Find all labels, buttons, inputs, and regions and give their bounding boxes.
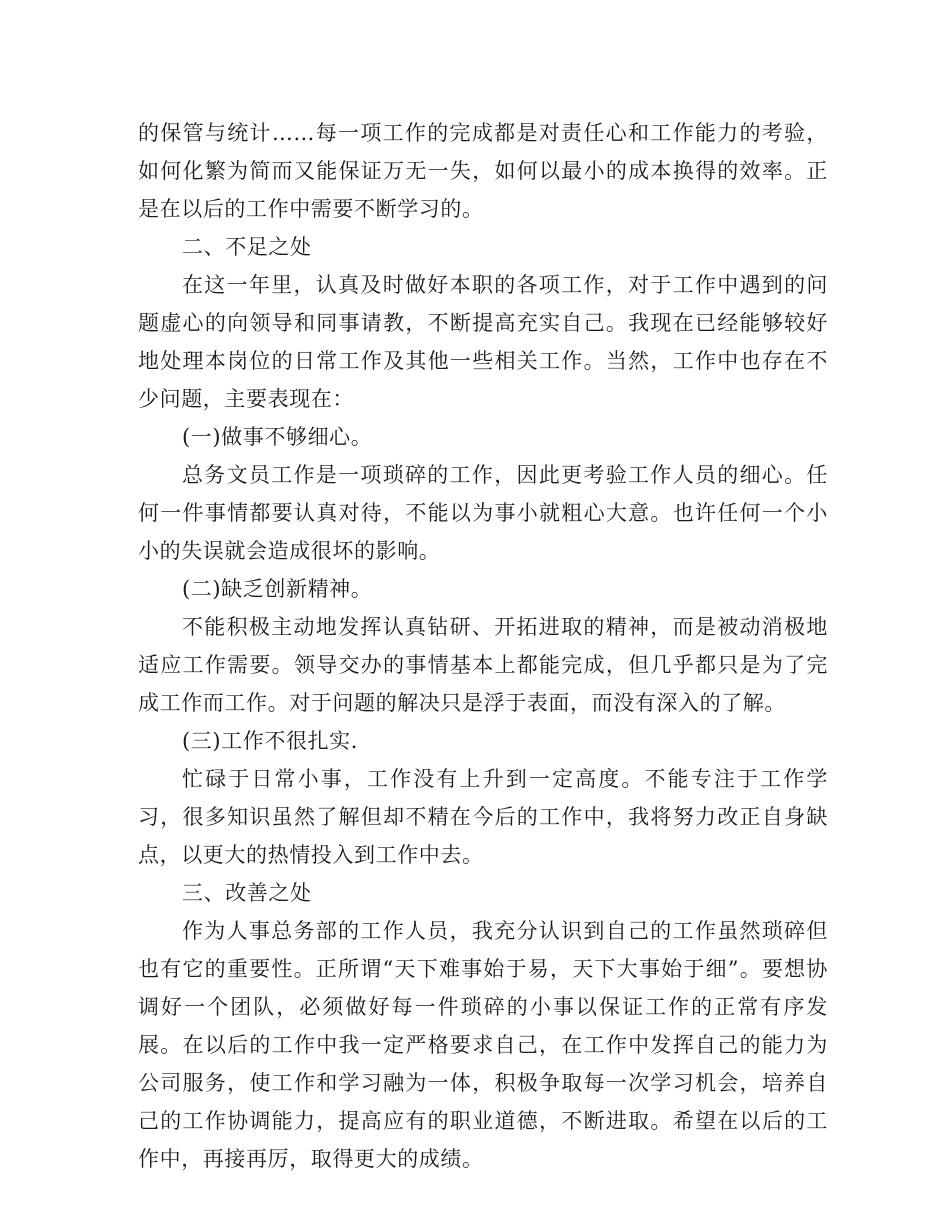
- document-page: [138, 114, 828, 1178]
- subheading-careless: (一)做事不够细心。: [182, 425, 373, 449]
- subheading-innovation: (二)缺乏创新精神。: [182, 577, 373, 601]
- section-heading-shortcomings: 二、不足之处: [182, 235, 312, 259]
- subheading-solid: (三)工作不很扎实.: [182, 729, 359, 753]
- paragraph-body: 忙碌于日常小事，工作没有上升到一定高度。不能专注于工作学习，很多知识虽然了解但却不精在今后的工作中，我将努力改正自身缺点，以更大的热情投入到工作中去。: [138, 767, 828, 867]
- paragraph-body: 总务文员工作是一项琐碎的工作，因此更考验工作人员的细心。任何一件事情都要认真对待，不能以为事小就粗心大意。也许任何一个小小的失误就会造成很坏的影响。: [138, 463, 828, 563]
- section-heading-improvements: 三、改善之处: [182, 881, 312, 905]
- paragraph-body: 不能积极主动地发挥认真钻研、开拓进取的精神，而是被动消极地适应工作需要。领导交办的事情基本上都能完成，但几乎都只是为了完成工作而工作。对于问题的解决只是浮于表面，而没有深入的了解。: [138, 615, 828, 715]
- paragraph-continued: 的保管与统计……每一项工作的完成都是对责任心和工作能力的考验，如何化繁为简而又能保证万无一失，如何以最小的成本换得的效率。正是在以后的工作中需要不断学习的。: [138, 121, 828, 221]
- paragraph-body: 在这一年里，认真及时做好本职的各项工作，对于工作中遇到的问题虚心的向领导和同事请教，不断提高充实自己。我现在已经能够较好地处理本岗位的日常工作及其他一些相关工作。当然，工作中也存在不少问题，主要表现在：: [138, 273, 828, 411]
- paragraph-body: 作为人事总务部的工作人员，我充分认识到自己的工作虽然琐碎但也有它的重要性。正所谓“天下难事始于易，天下大事始于细”。要想协调好一个团队，必须做好每一件琐碎的小事以保证工作的正常有序发展。在以后的工作中我一定严格要求自己，在工作中发挥自己的能力为公司服务，使工作和学习融为一体，积极争取每一次学习机会，培养自己的工作协调能力，提高应有的职业道德，不断进取。希望在以后的工作中，再接再厉，取得更大的成绩。: [138, 919, 828, 1171]
